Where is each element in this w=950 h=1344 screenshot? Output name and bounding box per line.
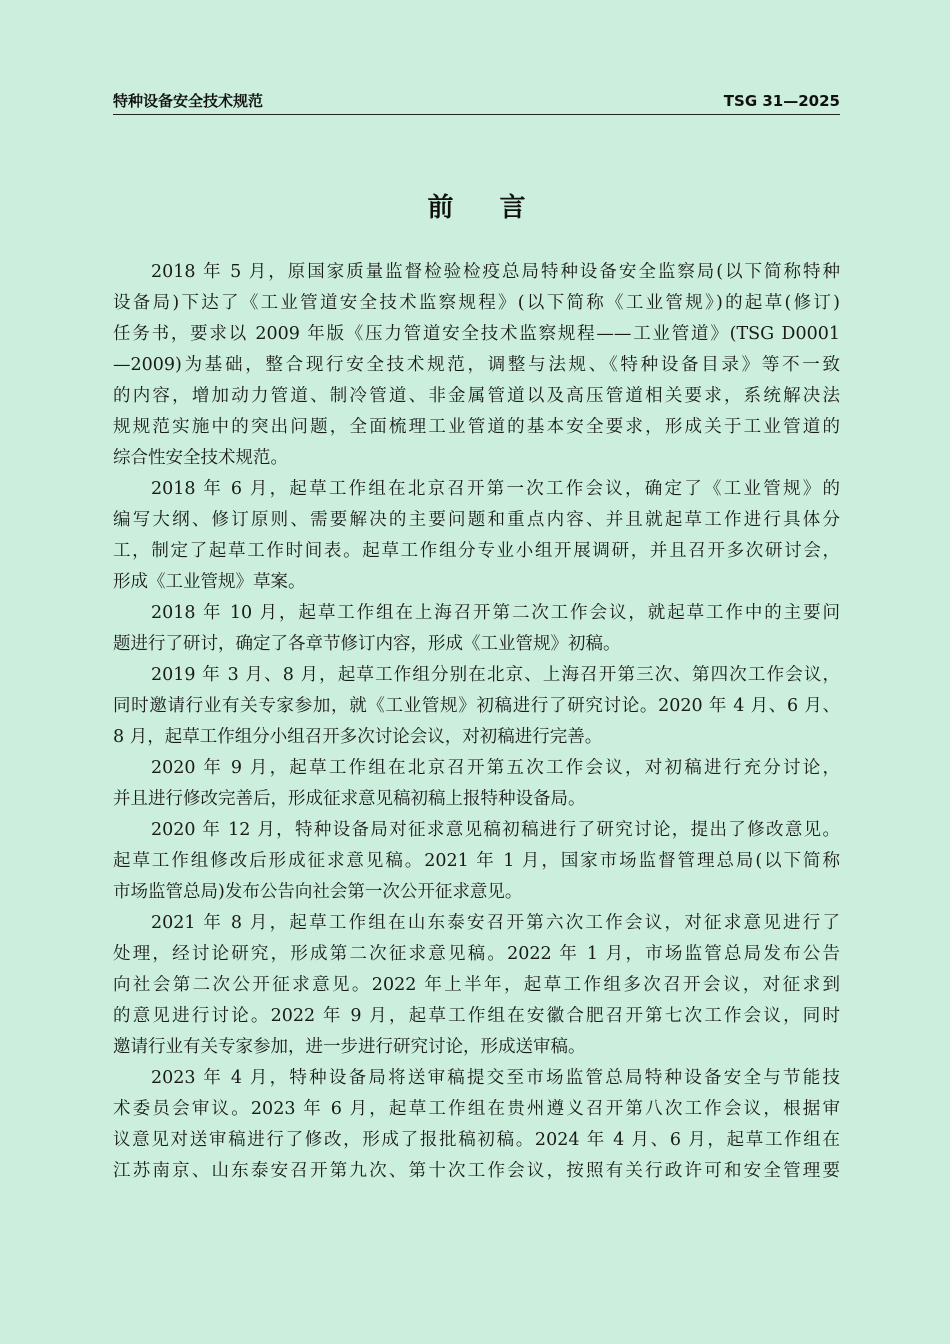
paragraph-line: 2020 年 12 月，特种设备局对征求意见稿初稿进行了研究讨论，提出了修改意见。 (151, 820, 840, 840)
paragraph-line: 形成《工业管规》草案。 (113, 572, 306, 592)
paragraph-line: 2021 年 8 月，起草工作组在山东泰安召开第六次工作会议，对征求意见进行了 (151, 913, 840, 933)
paragraph-line: 综合性安全技术规范。 (113, 448, 288, 468)
paragraph-line: 2018 年 6 月，起草工作组在北京召开第一次工作会议，确定了《工业管规》的 (151, 479, 840, 499)
paragraph-line: 起草工作组修改后形成征求意见稿。2021 年 1 月，国家市场监督管理总局(以下简称 (113, 851, 840, 871)
paragraph-line: 2018 年 5 月，原国家质量监督检验检疫总局特种设备安全监察局(以下简称特种 (151, 262, 840, 282)
paragraph-line: 的意见进行讨论。2022 年 9 月，起草工作组在安徽合肥召开第七次工作会议，同时 (113, 1006, 840, 1026)
paragraph-line: 8 月，起草工作组分小组召开多次讨论会议，对初稿进行完善。 (113, 727, 603, 747)
paragraph-line: 市场监管总局)发布公告向社会第一次公开征求意见。 (113, 882, 523, 902)
paragraph-line: 设备局)下达了《工业管道安全技术监察规程》(以下简称《工业管规》)的起草(修订) (113, 293, 840, 313)
paragraph-line: 编写大纲、修订原则、需要解决的主要问题和重点内容、并且就起草工作进行具体分 (113, 510, 840, 530)
paragraph (113, 753, 840, 815)
paragraph-line: 江苏南京、山东泰安召开第九次、第十次工作会议，按照有关行政许可和安全管理要 (113, 1161, 840, 1181)
paragraph-line: 2018 年 10 月，起草工作组在上海召开第二次工作会议，就起草工作中的主要问 (151, 603, 840, 623)
page-title: 前言 (427, 193, 572, 223)
paragraph-line: 2020 年 9 月，起草工作组在北京召开第五次工作会议，对初稿进行充分讨论， (151, 758, 840, 778)
header-standard-category: 特种设备安全技术规范 (113, 92, 264, 110)
paragraph-line: 2023 年 4 月，特种设备局将送审稿提交至市场监管总局特种设备安全与节能技 (151, 1068, 840, 1088)
paragraph (113, 1063, 840, 1187)
header-standard-code: TSG 31—2025 (723, 92, 840, 110)
paragraph-line: 任务书，要求以 2009 年版《压力管道安全技术监察规程——工业管道》(TSG D0001 (113, 324, 840, 344)
paragraph (113, 474, 840, 598)
paragraph-line: 向社会第二次公开征求意见。2022 年上半年，起草工作组多次召开会议，对征求到 (113, 975, 840, 995)
paragraph-line: 工，制定了起草工作时间表。起草工作组分专业小组开展调研，并且召开多次研讨会， (113, 541, 840, 561)
paragraph-line: —2009)为基础，整合现行安全技术规范，调整与法规、《特种设备目录》等不一致 (113, 355, 840, 375)
paragraph-line: 2019 年 3 月、8 月，起草工作组分别在北京、上海召开第三次、第四次工作会议， (151, 665, 840, 685)
running-header (113, 90, 840, 115)
paragraph (113, 598, 840, 660)
paragraph (113, 908, 840, 1063)
paragraph-line: 术委员会审议。2023 年 6 月，起草工作组在贵州遵义召开第八次工作会议，根据审 (113, 1099, 840, 1119)
paragraph-line: 处理，经讨论研究，形成第二次征求意见稿。2022 年 1 月，市场监管总局发布公告 (113, 944, 840, 964)
paragraph-line: 并且进行修改完善后，形成征求意见稿初稿上报特种设备局。 (113, 789, 586, 809)
paragraph-line: 议意见对送审稿进行了修改，形成了报批稿初稿。2024 年 4 月、6 月，起草工作组在 (113, 1130, 840, 1150)
foreword-body (113, 257, 840, 1187)
paragraph-line: 同时邀请行业有关专家参加，就《工业管规》初稿进行了研究讨论。2020 年 4 月、6 月、 (113, 696, 840, 716)
paragraph (113, 257, 840, 474)
paragraph-line: 题进行了研讨，确定了各章节修订内容，形成《工业管规》初稿。 (113, 634, 621, 654)
paragraph (113, 815, 840, 908)
paragraph (113, 660, 840, 753)
paragraph-line: 邀请行业有关专家参加，进一步进行研究讨论，形成送审稿。 (113, 1037, 586, 1057)
paragraph-line: 规规范实施中的突出问题，全面梳理工业管道的基本安全要求，形成关于工业管道的 (113, 417, 840, 437)
paragraph-line: 的内容，增加动力管道、制冷管道、非金属管道以及高压管道相关要求，系统解决法 (113, 386, 840, 406)
